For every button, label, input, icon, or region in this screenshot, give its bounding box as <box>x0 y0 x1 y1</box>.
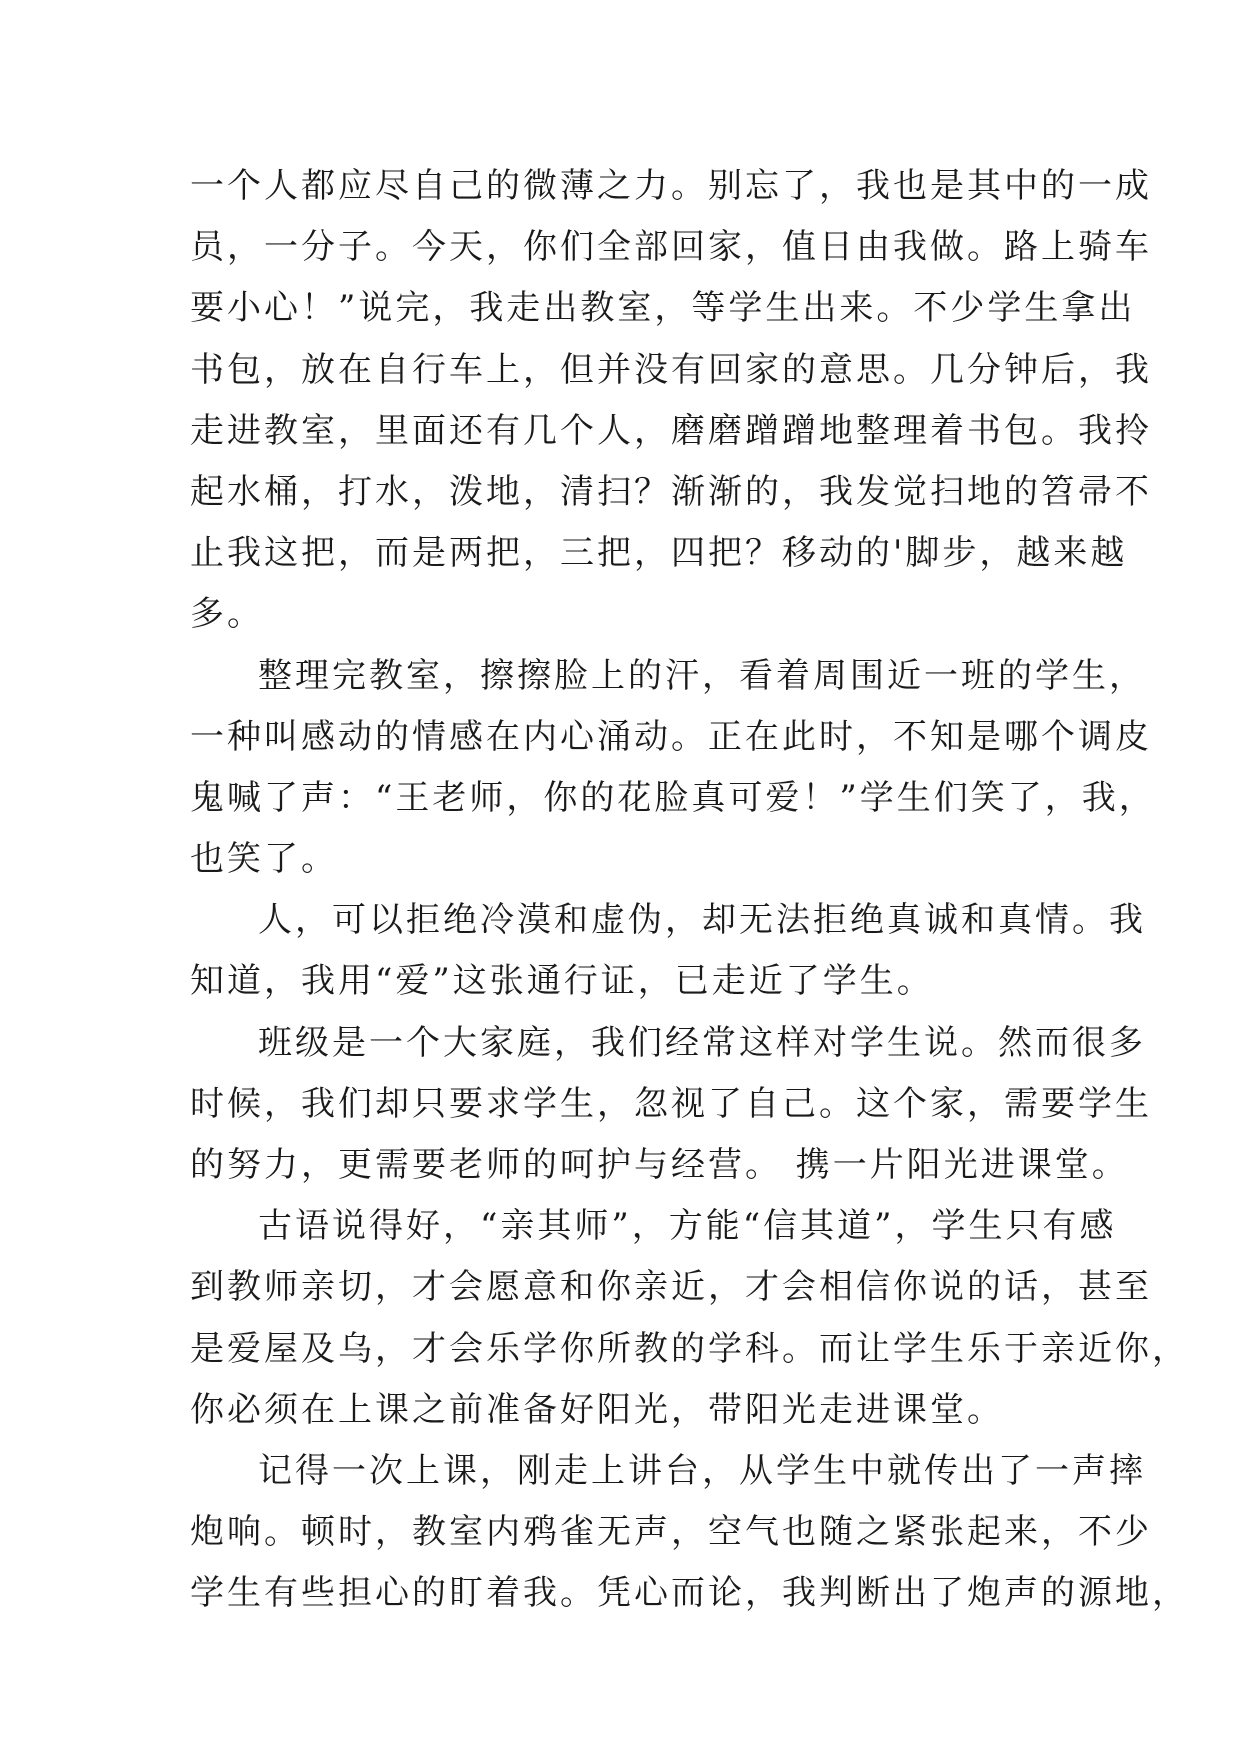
text-line: 走进教室，里面还有几个人，磨磨蹭蹭地整理着书包。我拎 <box>190 410 1152 451</box>
text-line: 班级是一个大家庭，我们经常这样对学生说。然而很多 <box>258 1022 1146 1063</box>
text-line: 炮响。顿时，教室内鸦雀无声，空气也随之紧张起来，不少 <box>190 1512 1152 1553</box>
text-line: 止我这把，而是两把，三把，四把？移动的'脚步，越来越 <box>190 533 1128 574</box>
text-line: 整理完教室，擦擦脸上的汗，看着周围近一班的学生， <box>258 655 1146 696</box>
text-line: 是爱屋及乌，才会乐学你所教的学科。而让学生乐于亲近你， <box>190 1328 1189 1369</box>
text-line: 一个人都应尽自己的微薄之力。别忘了，我也是其中的一成 <box>190 166 1152 206</box>
document-body <box>190 156 1189 1625</box>
text-line: 古语说得好，“亲其师”，方能“信其道”，学生只有感 <box>258 1206 1117 1247</box>
text-line: 鬼喊了声：“王老师，你的花脸真可爱！”学生们笑了，我， <box>190 777 1156 818</box>
text-line: 的努力，更需要老师的呵护与经营。 携一片阳光进课堂。 <box>190 1145 1129 1185</box>
text-line: 多。 <box>190 594 264 635</box>
text-line: 你必须在上课之前准备好阳光，带阳光走进课堂。 <box>190 1389 1004 1430</box>
text-line: 要小心！”说完，我走出教室，等学生出来。不少学生拿出 <box>190 288 1136 329</box>
text-line: 也笑了。 <box>190 839 338 880</box>
text-line: 记得一次上课，刚走上讲台，从学生中就传出了一声摔 <box>258 1450 1146 1491</box>
text-line: 一种叫感动的情感在内心涌动。正在此时，不知是哪个调皮 <box>190 716 1152 757</box>
text-line: 学生有些担心的盯着我。凭心而论，我判断出了炮声的源地， <box>190 1573 1189 1614</box>
text-line: 到教师亲切，才会愿意和你亲近，才会相信你说的话，甚至 <box>190 1267 1152 1308</box>
text-line: 书包，放在自行车上，但并没有回家的意思。几分钟后，我 <box>190 349 1152 390</box>
text-line: 起水桶，打水，泼地，清扫？渐渐的，我发觉扫地的笤帚不 <box>190 471 1152 512</box>
text-line: 知道，我用“爱”这张通行证，已走近了学生。 <box>190 961 934 1002</box>
text-line: 员，一分子。今天，你们全部回家，值日由我做。路上骑车 <box>190 227 1152 268</box>
text-line: 人，可以拒绝冷漠和虚伪，却无法拒绝真诚和真情。我 <box>258 900 1146 941</box>
text-line: 时候，我们却只要求学生，忽视了自己。这个家，需要学生 <box>190 1083 1152 1124</box>
